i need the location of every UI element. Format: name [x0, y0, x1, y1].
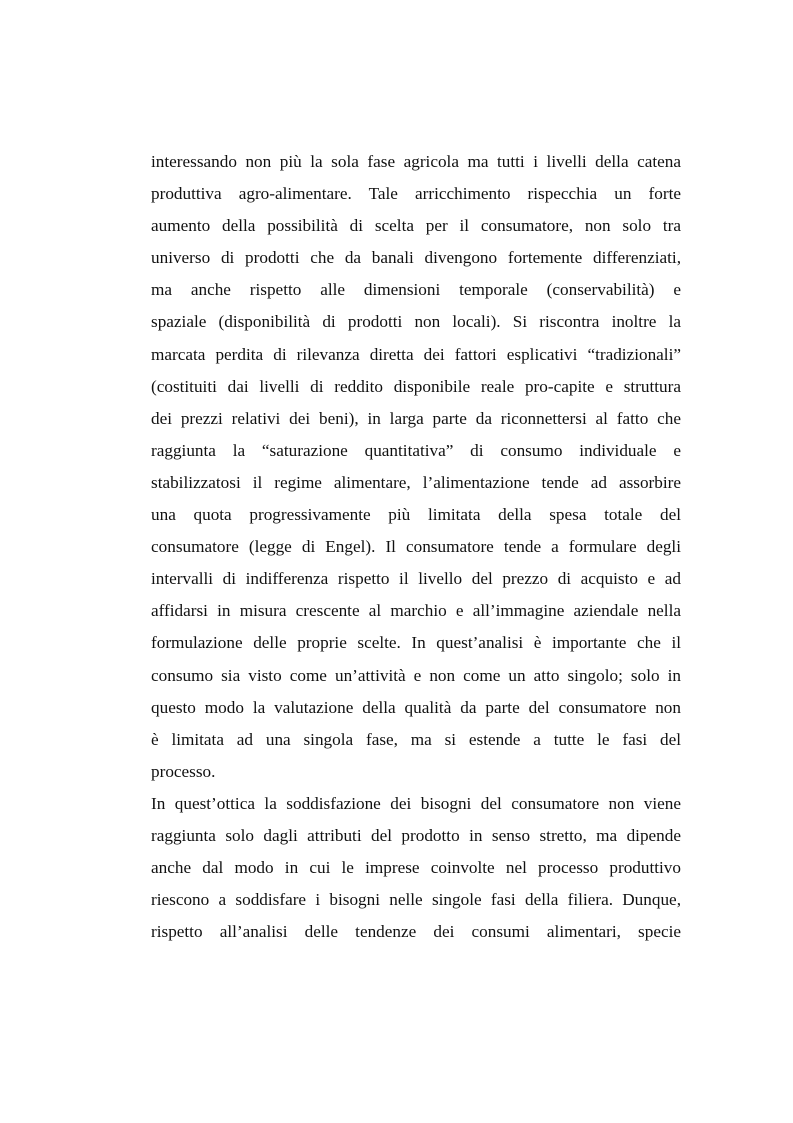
- text-line: raggiunta la “saturazione quantitativa” di consumo individuale e: [151, 440, 681, 460]
- text-line: questo modo la valutazione della qualità da parte del consumatore non: [151, 697, 681, 717]
- text-line: interessando non più la sola fase agricola ma tutti i livelli della catena: [151, 152, 681, 171]
- body-text: [151, 149, 681, 951]
- text-line: aumento della possibilità di scelta per il consumatore, non solo tra: [151, 216, 681, 236]
- text-line: (costituiti dai livelli di reddito disponibile reale pro-capite e struttura: [151, 376, 681, 396]
- text-line: formulazione delle proprie scelte. In quest’analisi è importante che il: [151, 633, 681, 653]
- text-line: produttiva agro-alimentare. Tale arricchimento rispecchia un forte: [151, 184, 681, 204]
- text-line: rispetto all’analisi delle tendenze dei consumi alimentari, specie: [151, 922, 681, 942]
- text-line: consumatore (legge di Engel). Il consumatore tende a formulare degli: [151, 537, 681, 557]
- text-line: stabilizzatosi il regime alimentare, l’alimentazione tende ad assorbire: [151, 472, 681, 492]
- text-line: riescono a soddisfare i bisogni nelle singole fasi della filiera. Dunque,: [151, 890, 681, 910]
- text-line: anche dal modo in cui le imprese coinvolte nel processo produttivo: [151, 858, 681, 878]
- text-line: spaziale (disponibilità di prodotti non locali). Si riscontra inoltre la: [151, 312, 681, 332]
- text-line: dei prezzi relativi dei beni), in larga parte da riconnettersi al fatto che: [151, 408, 681, 428]
- text-line: ma anche rispetto alle dimensioni temporale (conservabilità) e: [151, 280, 681, 300]
- text-line: affidarsi in misura crescente al marchio e all’immagine aziendale nella: [151, 601, 681, 621]
- text-line: consumo sia visto come un’attività e non come un atto singolo; solo in: [151, 665, 681, 685]
- text-line: marcata perdita di rilevanza diretta dei fattori esplicativi “tradizionali”: [151, 344, 681, 364]
- text-line: processo.: [151, 761, 216, 781]
- text-line: In quest’ottica la soddisfazione dei bisogni del consumatore non viene: [151, 793, 681, 813]
- text-line: è limitata ad una singola fase, ma si estende a tutte le fasi del: [151, 729, 681, 749]
- text-line: una quota progressivamente più limitata della spesa totale del: [151, 505, 681, 525]
- text-line: raggiunta solo dagli attributi del prodotto in senso stretto, ma dipende: [151, 825, 681, 845]
- text-line: universo di prodotti che da banali divengono fortemente differenziati,: [151, 248, 681, 268]
- text-line: intervalli di indifferenza rispetto il livello del prezzo di acquisto e ad: [151, 569, 681, 589]
